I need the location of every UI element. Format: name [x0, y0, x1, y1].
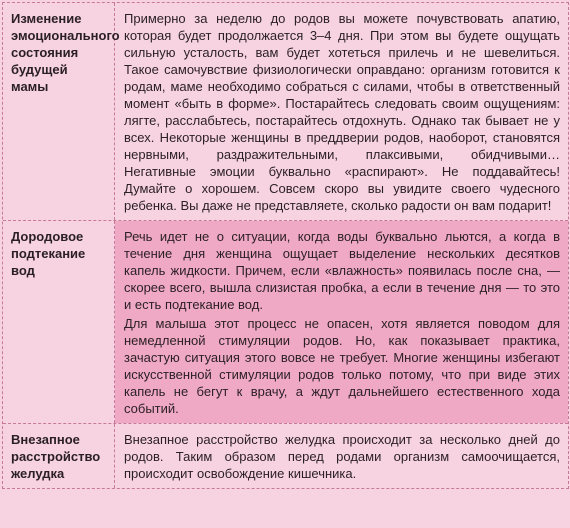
table-row	[3, 220, 568, 423]
paragraph: Для малыша этот процесс не опасен, хотя является поводом для немедленной стимуляции родов. Но, как показывает практика, зачастую ситуация этого вовсе не требует. Многие женщины избегают искусственной стимуляции родов только потому, что при виде этих капель не бегут к врачу, а ждут дальнейшего естественного хода событий.	[124, 316, 560, 416]
row-text	[115, 424, 568, 488]
info-table	[2, 2, 569, 489]
row-text	[115, 221, 568, 423]
table-row	[3, 423, 568, 488]
row-label: Внезапное расстройство желудка	[3, 424, 115, 488]
row-label: Дородовое подтекание вод	[3, 221, 115, 423]
paragraph: Внезапное расстройство желудка происходит за несколько дней до родов. Таким образом перед родами организм самоочищается, происходит освобождение кишечника.	[124, 432, 560, 481]
row-text	[115, 3, 568, 220]
paragraph: Примерно за неделю до родов вы можете почувствовать апатию, которая будет продолжается 3–4 дня. При этом вы будете ощущать сильную усталость, вам будет хотеться прилечь и не шевелиться. Такое самочувствие физиологически оправдано: организм готовится к родам, маме необходимо собраться с силами, чтобы в ответственный момент «быть в форме». Постарайтесь следовать своим ощущениям: лягте, расслабьтесь, постарайтесь отдохнуть. Однако так бывает не у всех. Некоторые женщины в преддверии родов, наоборот, становятся нервными, раздражительными, плаксивыми, обидчивыми… Негативные эмоции буквально «распирают». Не поддавайтесь! Думайте о хорошем. Совсем скоро вы увидите своего чудесного ребенка. Вы даже не представляете, сколько радости он вам подарит!	[124, 11, 560, 213]
paragraph: Речь идет не о ситуации, когда воды буквально льются, а когда в течение дня женщина ощущает выделение нескольких десятков капель жидкости. Причем, если «влажность» появилась после сна, — скорее всего, вышла слизистая пробка, а если в течение дня — то это и есть подтекание вод.	[124, 229, 560, 312]
row-label: Изменение эмоционального состояния будущей мамы	[3, 3, 115, 220]
table-row	[3, 3, 568, 220]
